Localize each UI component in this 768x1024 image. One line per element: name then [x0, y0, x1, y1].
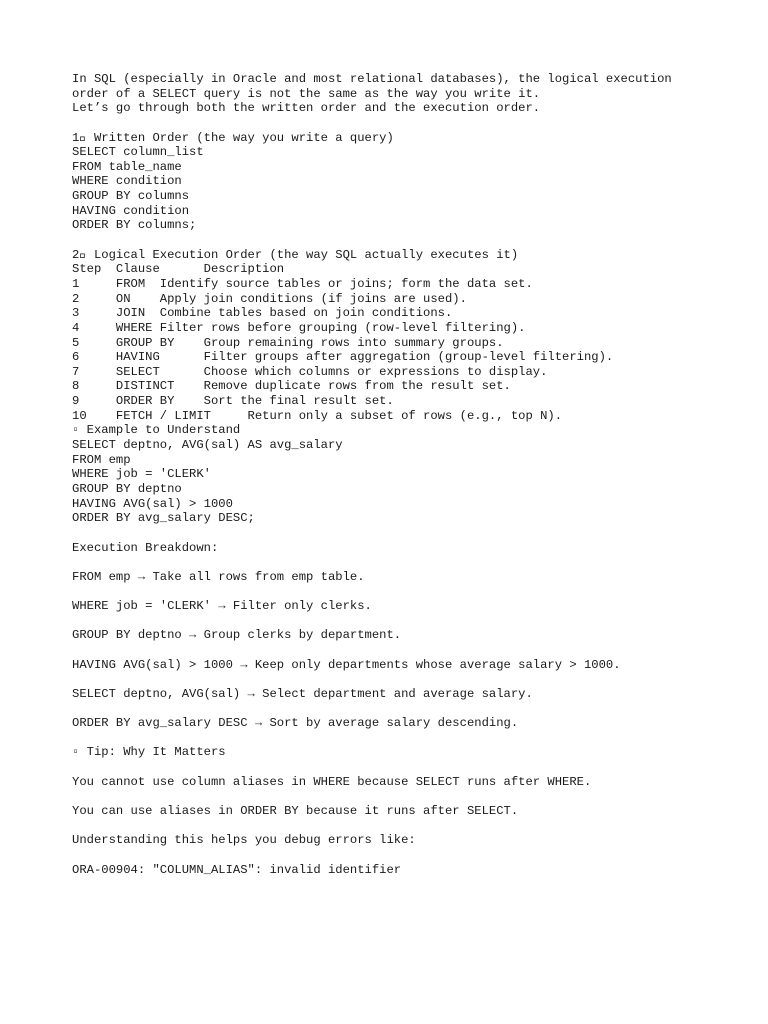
- intro-paragraph: [72, 72, 752, 116]
- spacer: [72, 526, 752, 541]
- spacer: [72, 614, 752, 629]
- code-line: SELECT deptno, AVG(sal) AS avg_salary: [72, 438, 343, 453]
- breakdown-item: FROM emp → Take all rows from emp table.: [72, 569, 365, 584]
- code-line: WHERE condition: [72, 174, 182, 189]
- code-line: HAVING condition: [72, 203, 190, 218]
- breakdown-item: SELECT deptno, AVG(sal) → Select department and average salary.: [72, 686, 533, 701]
- example-section: [72, 423, 752, 525]
- table-row: 5 GROUP BY Group remaining rows into summary groups.: [72, 335, 504, 350]
- tip-section: [72, 745, 752, 877]
- code-line: GROUP BY columns: [72, 189, 190, 204]
- spacer: [72, 643, 752, 658]
- tip-item: You cannot use column aliases in WHERE because SELECT runs after WHERE.: [72, 774, 592, 789]
- table-row: 1 FROM Identify source tables or joins; form the data set.: [72, 276, 533, 291]
- table-row: 9 ORDER BY Sort the final result set.: [72, 394, 394, 409]
- code-line: FROM emp: [72, 452, 131, 467]
- intro-line: Let’s go through both the written order and the execution order.: [72, 101, 541, 116]
- intro-line: In SQL (especially in Oracle and most relational databases), the logical execution: [72, 72, 672, 86]
- logical-order-section: [72, 248, 752, 424]
- table-row: 10 FETCH / LIMIT Return only a subset of rows (e.g., top N).: [72, 408, 563, 423]
- section-heading: Execution Breakdown:: [72, 540, 219, 555]
- tip-item: Understanding this helps you debug errors like:: [72, 833, 416, 848]
- code-line: HAVING AVG(sal) > 1000: [72, 496, 233, 511]
- table-row: 7 SELECT Choose which columns or expressions to display.: [72, 364, 548, 379]
- table-row: 3 JOIN Combine tables based on join conditions.: [72, 306, 453, 321]
- spacer: [72, 760, 752, 775]
- spacer: [72, 702, 752, 717]
- written-order-section: [72, 131, 752, 233]
- section-heading: 1⃣ Written Order (the way you write a query): [72, 130, 394, 145]
- code-line: ORDER BY avg_salary DESC;: [72, 511, 255, 526]
- table-row: 6 HAVING Filter groups after aggregation (group-level filtering).: [72, 350, 614, 365]
- breakdown-item: HAVING AVG(sal) > 1000 → Keep only departments whose average salary > 1000.: [72, 657, 621, 672]
- breakdown-item: WHERE job = 'CLERK' → Filter only clerks.: [72, 599, 372, 614]
- section-heading: 2⃣ Logical Execution Order (the way SQL actually executes it): [72, 247, 519, 262]
- code-line: GROUP BY deptno: [72, 481, 182, 496]
- breakdown-item: ORDER BY avg_salary DESC → Sort by average salary descending.: [72, 716, 519, 731]
- code-line: SELECT column_list: [72, 145, 204, 160]
- spacer: [72, 672, 752, 687]
- spacer: [72, 789, 752, 804]
- spacer: [72, 584, 752, 599]
- spacer: [72, 848, 752, 863]
- spacer: [72, 116, 752, 131]
- code-line: WHERE job = 'CLERK': [72, 467, 211, 482]
- breakdown-item: GROUP BY deptno → Group clerks by department.: [72, 628, 402, 643]
- code-line: FROM table_name: [72, 159, 182, 174]
- spacer: [72, 819, 752, 834]
- error-message: ORA-00904: "COLUMN_ALIAS": invalid identifier: [72, 862, 402, 877]
- spacer: [72, 731, 752, 746]
- tip-item: You can use aliases in ORDER BY because it runs after SELECT.: [72, 804, 519, 819]
- breakdown-section: [72, 541, 752, 731]
- section-heading: ▫ Example to Understand: [72, 423, 241, 438]
- intro-line: order of a SELECT query is not the same as the way you write it.: [72, 86, 541, 101]
- table-row: 2 ON Apply join conditions (if joins are used).: [72, 291, 467, 306]
- spacer: [72, 233, 752, 248]
- table-header: Step Clause Description: [72, 262, 285, 277]
- table-row: 4 WHERE Filter rows before grouping (row-level filtering).: [72, 320, 526, 335]
- code-line: ORDER BY columns;: [72, 218, 197, 233]
- section-heading: ▫ Tip: Why It Matters: [72, 745, 226, 760]
- table-row: 8 DISTINCT Remove duplicate rows from the result set.: [72, 379, 511, 394]
- document-page: [72, 72, 752, 877]
- spacer: [72, 555, 752, 570]
